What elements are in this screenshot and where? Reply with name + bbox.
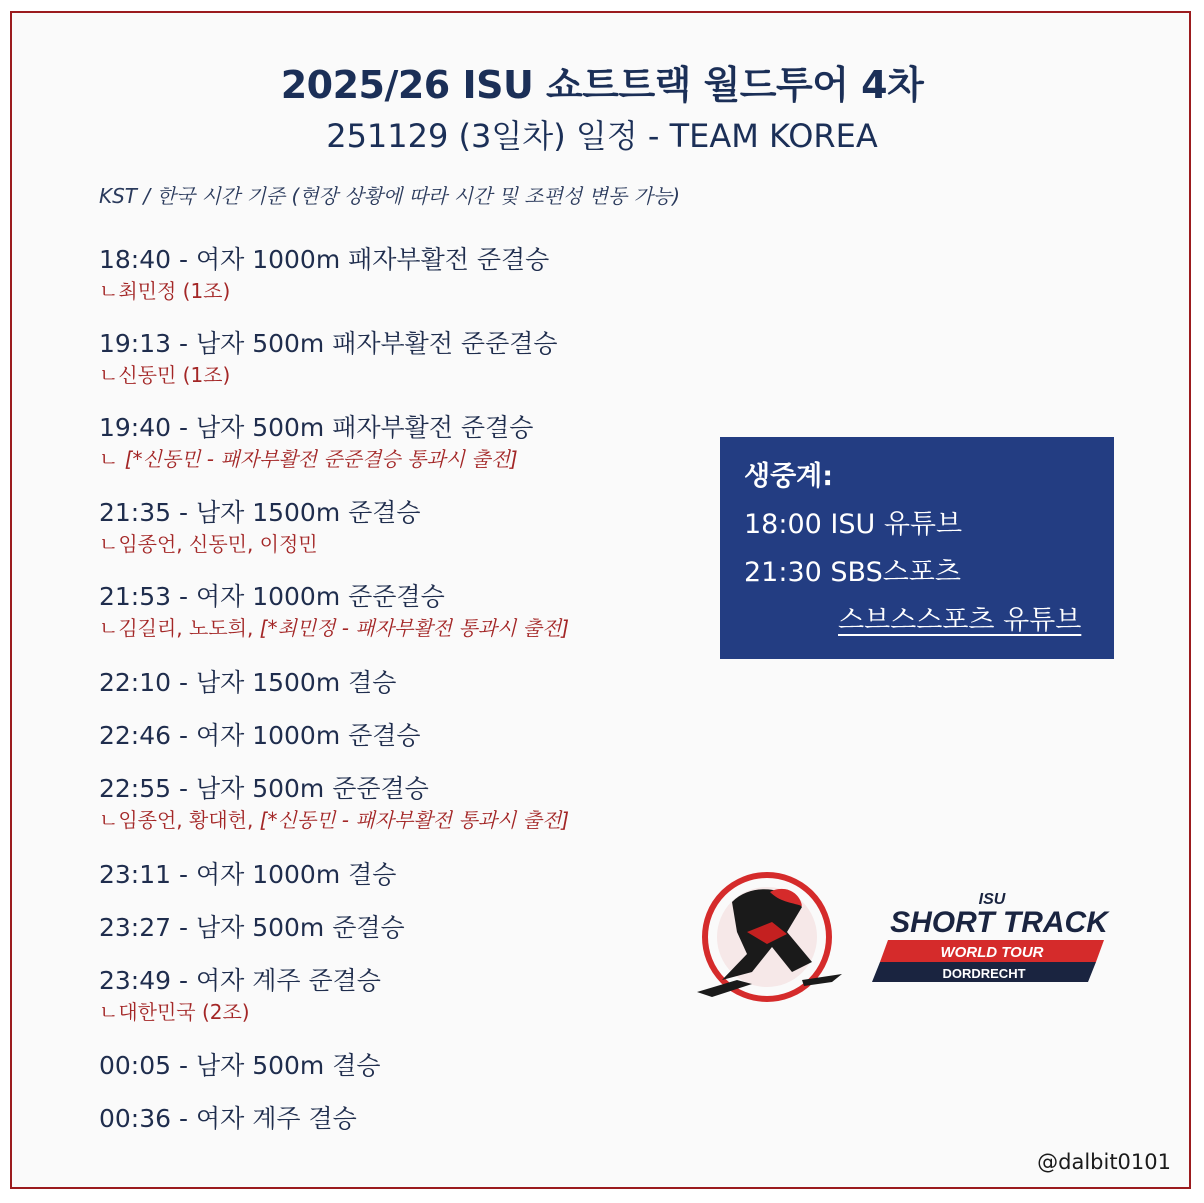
schedule-time: 22:46 - 여자 1000m 준결승: [99, 721, 421, 750]
broadcast-box: [720, 437, 1114, 659]
schedule-time: 23:27 - 남자 500m 준결승: [99, 913, 405, 942]
timezone-note: KST / 한국 시간 기준 (현장 상황에 따라 시간 및 조편성 변동 가능): [99, 184, 681, 208]
schedule-item: [99, 327, 558, 389]
broadcast-youtube-link[interactable]: 스브스스포츠 유튜브: [838, 605, 1082, 636]
broadcast-line: 18:00 ISU 유튜브: [744, 509, 963, 540]
schedule-item: [99, 666, 396, 700]
schedule-time: 21:53 - 여자 1000m 준준결승: [99, 582, 445, 611]
schedule-athletes: ㄴ임종언, 신동민, 이정민: [99, 532, 318, 556]
schedule-condition-note: [*신동민 - 패자부활전 통과시 출전]: [259, 808, 570, 832]
schedule-item: [99, 1049, 381, 1083]
logo-dordrecht-text: DORDRECHT: [942, 966, 1026, 981]
schedule-athletes: ㄴ최민정 (1조): [99, 279, 231, 303]
schedule-item: [99, 719, 421, 753]
page-subtitle: 251129 (3일차) 일정 - TEAM KOREA: [326, 117, 878, 155]
schedule-time: 00:05 - 남자 500m 결승: [99, 1051, 381, 1080]
schedule-time: 18:40 - 여자 1000m 패자부활전 준결승: [99, 245, 550, 274]
schedule-item: [99, 911, 405, 945]
schedule-time: 00:36 - 여자 계주 결승: [99, 1104, 357, 1133]
schedule-time: 22:55 - 남자 500m 준준결승: [99, 774, 429, 803]
schedule-time: 23:11 - 여자 1000m 결승: [99, 860, 397, 889]
schedule-athletes: ㄴ대한민국 (2조): [99, 1000, 250, 1024]
schedule-time: 23:49 - 여자 계주 준결승: [99, 966, 381, 995]
broadcast-line: 21:30 SBS스포츠: [744, 557, 961, 588]
schedule-item: [99, 411, 533, 473]
schedule-item: [99, 1102, 357, 1136]
logo-short-track-text: SHORT TRACK: [890, 906, 1108, 939]
schedule-item: [99, 496, 421, 558]
schedule-time: 19:13 - 남자 500m 패자부활전 준준결승: [99, 329, 558, 358]
schedule-condition-note: [*최민정 - 패자부활전 통과시 출전]: [259, 616, 570, 640]
schedule-item: [99, 964, 381, 1026]
schedule-athletes: ㄴ임종언, 황대헌, [*신동민 - 패자부활전 통과시 출전]: [99, 808, 570, 832]
author-credit: @dalbit0101: [1037, 1150, 1171, 1174]
isu-short-track-logo: [692, 862, 1112, 1012]
skater-emblem-icon: [697, 875, 842, 999]
schedule-athletes: ㄴ김길리, 노도희, [*최민정 - 패자부활전 통과시 출전]: [99, 616, 570, 640]
page-title: 2025/26 ISU 쇼트트랙 월드투어 4차: [280, 63, 924, 107]
schedule-athletes: ㄴ신동민 (1조): [99, 363, 231, 387]
schedule-condition-note: [*신동민 - 패자부활전 준준결승 통과시 출전]: [124, 447, 518, 471]
schedule-time: 19:40 - 남자 500m 패자부활전 준결승: [99, 413, 534, 442]
schedule-athletes: ㄴ [*신동민 - 패자부활전 준준결승 통과시 출전]: [99, 447, 518, 471]
schedule-item: [99, 580, 569, 642]
logo-world-tour-text: WORLD TOUR: [940, 944, 1044, 961]
schedule-item: [99, 243, 549, 305]
schedule-time: 22:10 - 남자 1500m 결승: [99, 668, 397, 697]
schedule-item: [99, 772, 569, 834]
logo-isu-text: ISU: [978, 891, 1006, 908]
schedule-time: 21:35 - 남자 1500m 준결승: [99, 498, 421, 527]
schedule-item: [99, 858, 396, 892]
broadcast-heading: 생중계:: [744, 461, 834, 492]
